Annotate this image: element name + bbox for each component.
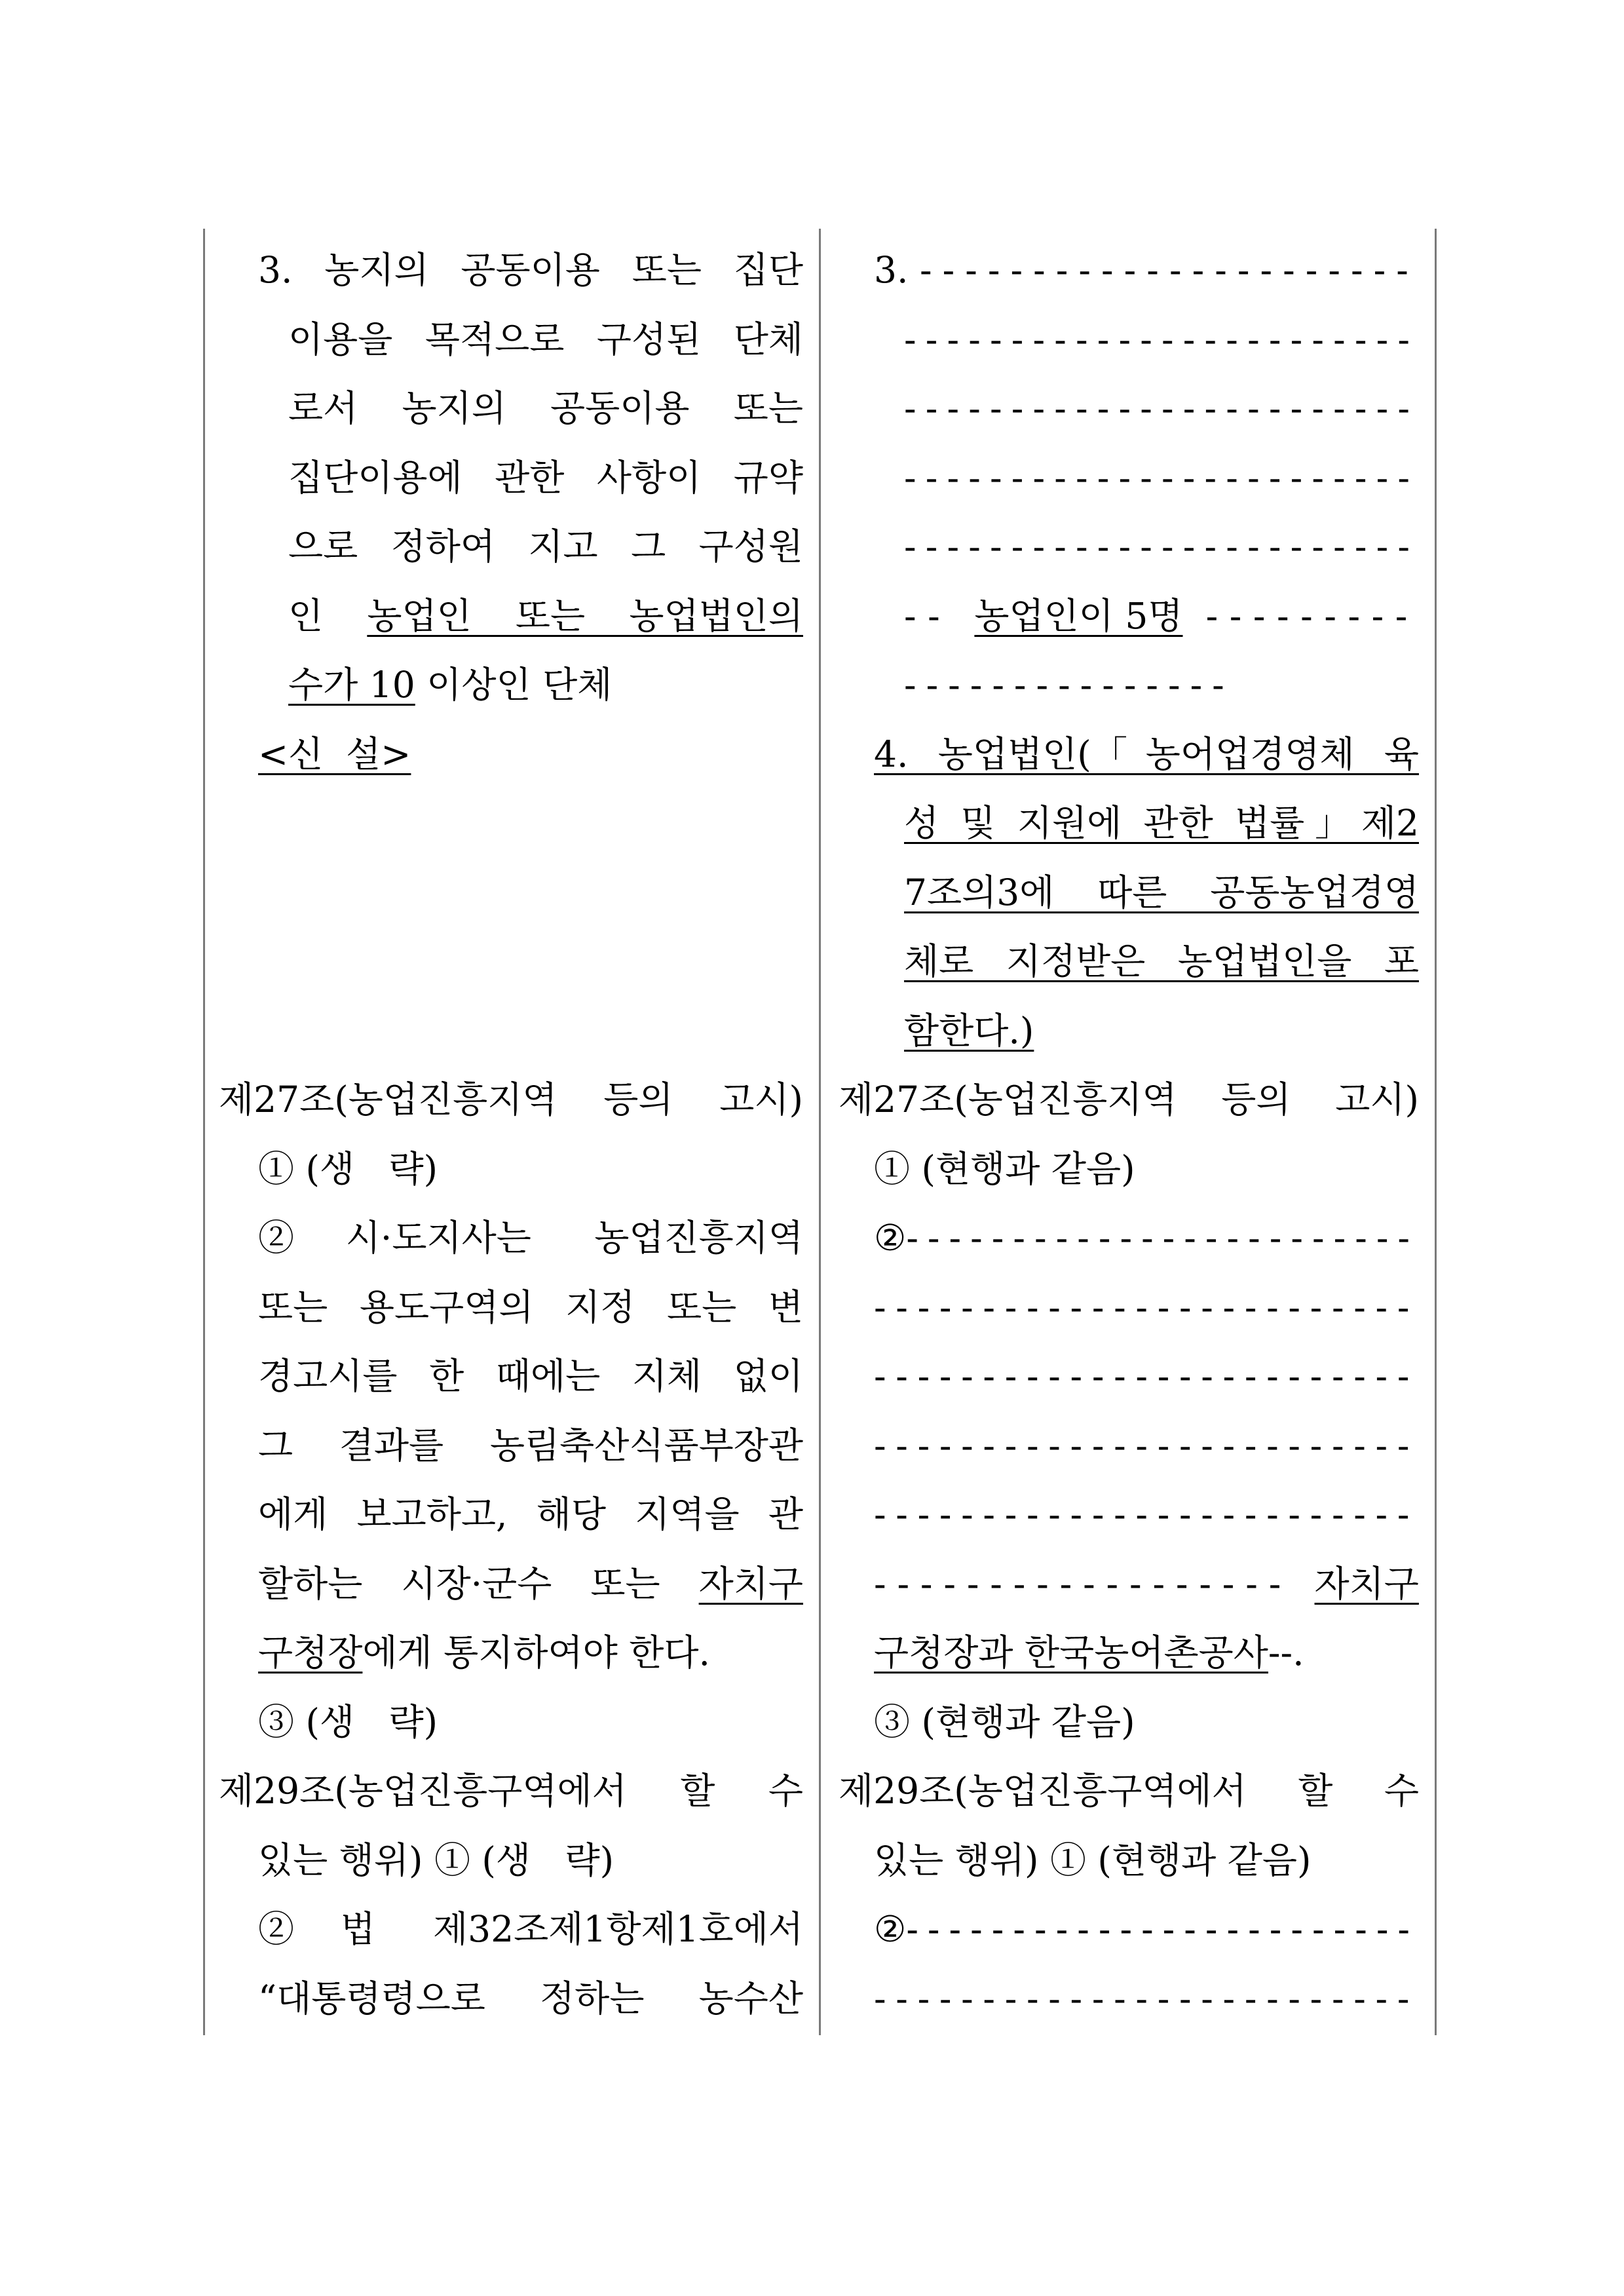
article-27-paragraph-1: ① (현행과 같음) [874, 1147, 1135, 1190]
underlined-change: 수가 10 [288, 664, 415, 706]
item-4-line: 7조의3에 따른 공동농업경영 [904, 871, 1419, 913]
underlined-change: 구청장 [258, 1632, 363, 1674]
article-27-paragraph-2-line [874, 1342, 1419, 1411]
article-27-paragraph-2-line: 에게 보고하고, 해당 지역을 관 [258, 1493, 803, 1535]
article-27-paragraph-2-line [874, 1204, 1419, 1273]
text-segment: 3. [874, 249, 920, 291]
article-27-paragraph-3: ③ (생 략) [258, 1700, 438, 1743]
same-as-current-dashes: ---------------------- [919, 249, 1419, 291]
item-4-line: 4. 농업법인(「농어업경영체 육 [874, 733, 1419, 775]
item-3-line: 로서 농지의 공동이용 또는 [288, 387, 803, 429]
underlined-change: 자치구 [1314, 1562, 1419, 1605]
article-29-heading: 제29조(농업진흥구역에서 할 수 [839, 1770, 1419, 1812]
article-27-paragraph-3: ③ (현행과 같음) [874, 1700, 1135, 1743]
same-as-current-dashes: -- [904, 594, 975, 637]
article-27-heading: 제27조(농업진흥지역 등의 고시) [839, 1079, 1419, 1120]
text-segment: 에게 통지하여야 한다. [362, 1632, 711, 1674]
item-3-line: 3. 농지의 공동이용 또는 집단 [258, 249, 803, 291]
article-27-paragraph-2-line [874, 1480, 1419, 1550]
article-27-paragraph-2-line [258, 1550, 803, 1619]
same-as-current-dashes: ------------------------ [904, 318, 1420, 360]
text-segment: 인 [288, 594, 368, 637]
current-provision-column [219, 236, 803, 2033]
article-29-paragraph-2-line [874, 1895, 1419, 1964]
item-3-line: 집단이용에 관한 사항이 규약 [288, 456, 803, 499]
item-3-line [288, 651, 803, 720]
same-as-current-dashes: --------------- [904, 664, 1234, 706]
same-as-current-dashes: ------------------------- [874, 1977, 1420, 2019]
article-27-paragraph-2-line: 경고시를 한 때에는 지체 없이 [258, 1355, 803, 1397]
article-27-paragraph-1: ① (생 략) [258, 1147, 438, 1190]
underlined-change: 농업인이 5명 [974, 594, 1183, 637]
underlined-change: 구청장과 한국농어촌공사 [874, 1632, 1268, 1674]
item-3-line [904, 374, 1419, 444]
article-27-paragraph-2-line: ②시·도지사는 농업진흥지역 [258, 1217, 803, 1259]
item-3-line [904, 444, 1419, 513]
same-as-current-dashes: ------------------ [874, 1562, 1315, 1605]
article-29-paragraph-2-line [874, 1964, 1419, 2034]
same-as-current-dashes: ------------------------ [904, 387, 1420, 429]
item-3-line [288, 582, 803, 651]
item-4-line: 체로 지정받은 농업법인을 포 [904, 940, 1419, 982]
item-3-line [874, 236, 1419, 305]
article-27-paragraph-2-line: 또는 용도구역의 지정 또는 변 [258, 1286, 803, 1328]
article-27-paragraph-2-line [874, 1550, 1419, 1619]
article-27-paragraph-2-line [258, 1618, 803, 1688]
article-29-paragraph-2-line: ②법 제32조제1항제1호에서 [258, 1908, 803, 1950]
underlined-change: 농업인 또는 농업법인의 [367, 594, 803, 637]
text-segment: ② [874, 1217, 907, 1259]
amended-provision-column [839, 236, 1419, 2033]
same-as-current-dashes: ------------------------- [874, 1424, 1420, 1466]
table-column-divider [819, 229, 821, 2035]
article-27-paragraph-2-line [874, 1273, 1419, 1343]
same-as-current-dashes: ------------------------ [906, 1217, 1420, 1259]
item-4-line: 함한다.) [904, 1009, 1034, 1052]
article-29-heading-continued: 있는 행위) ① (현행과 같음) [874, 1839, 1312, 1881]
article-27-paragraph-2-line [874, 1618, 1419, 1688]
text-segment: 이상인 단체 [415, 664, 613, 706]
blank-space [219, 789, 803, 1065]
item-3-line: 이용을 목적으로 구성된 단체 [288, 318, 803, 360]
item-3-line [904, 512, 1419, 582]
underlined-change: <신 설> [258, 733, 411, 775]
item-3-line [904, 582, 1419, 651]
same-as-current-dashes: ------------------------- [874, 1286, 1420, 1328]
text-segment: ② [874, 1908, 907, 1950]
same-as-current-dashes: ------------------------ [906, 1908, 1420, 1950]
same-as-current-dashes: ------------------------- [874, 1355, 1420, 1397]
text-segment: 할하는 시장·군수 또는 [258, 1562, 699, 1605]
table-left-border [203, 229, 205, 2035]
underlined-change: 자치구 [698, 1562, 803, 1605]
article-29-heading: 제29조(농업진흥구역에서 할 수 [219, 1770, 803, 1812]
item-3-line [904, 651, 1419, 720]
same-as-current-dashes: ------------------------ [904, 456, 1420, 499]
article-29-paragraph-2-line: “대통령령으로 정하는 농수산 [258, 1977, 803, 2019]
text-segment: --. [1268, 1632, 1304, 1674]
article-27-paragraph-2-line: 그 결과를 농림축산식품부장관 [258, 1424, 803, 1466]
article-27-paragraph-2-line [874, 1411, 1419, 1481]
same-as-current-dashes: ------------------------ [904, 526, 1420, 567]
new-clause-mark [258, 720, 803, 790]
table-right-border [1435, 229, 1437, 2035]
item-3-line: 으로 정하여 지고 그 구성원 [288, 526, 803, 567]
same-as-current-dashes: ------------------------- [874, 1493, 1420, 1535]
article-29-heading-continued: 있는 행위) ① (생 략) [258, 1839, 614, 1881]
article-27-heading: 제27조(농업진흥지역 등의 고시) [219, 1079, 803, 1120]
item-3-line [904, 305, 1419, 375]
same-as-current-dashes: --------- [1182, 594, 1419, 637]
item-4-line: 성 및 지원에 관한 법률」제2 [904, 802, 1419, 844]
